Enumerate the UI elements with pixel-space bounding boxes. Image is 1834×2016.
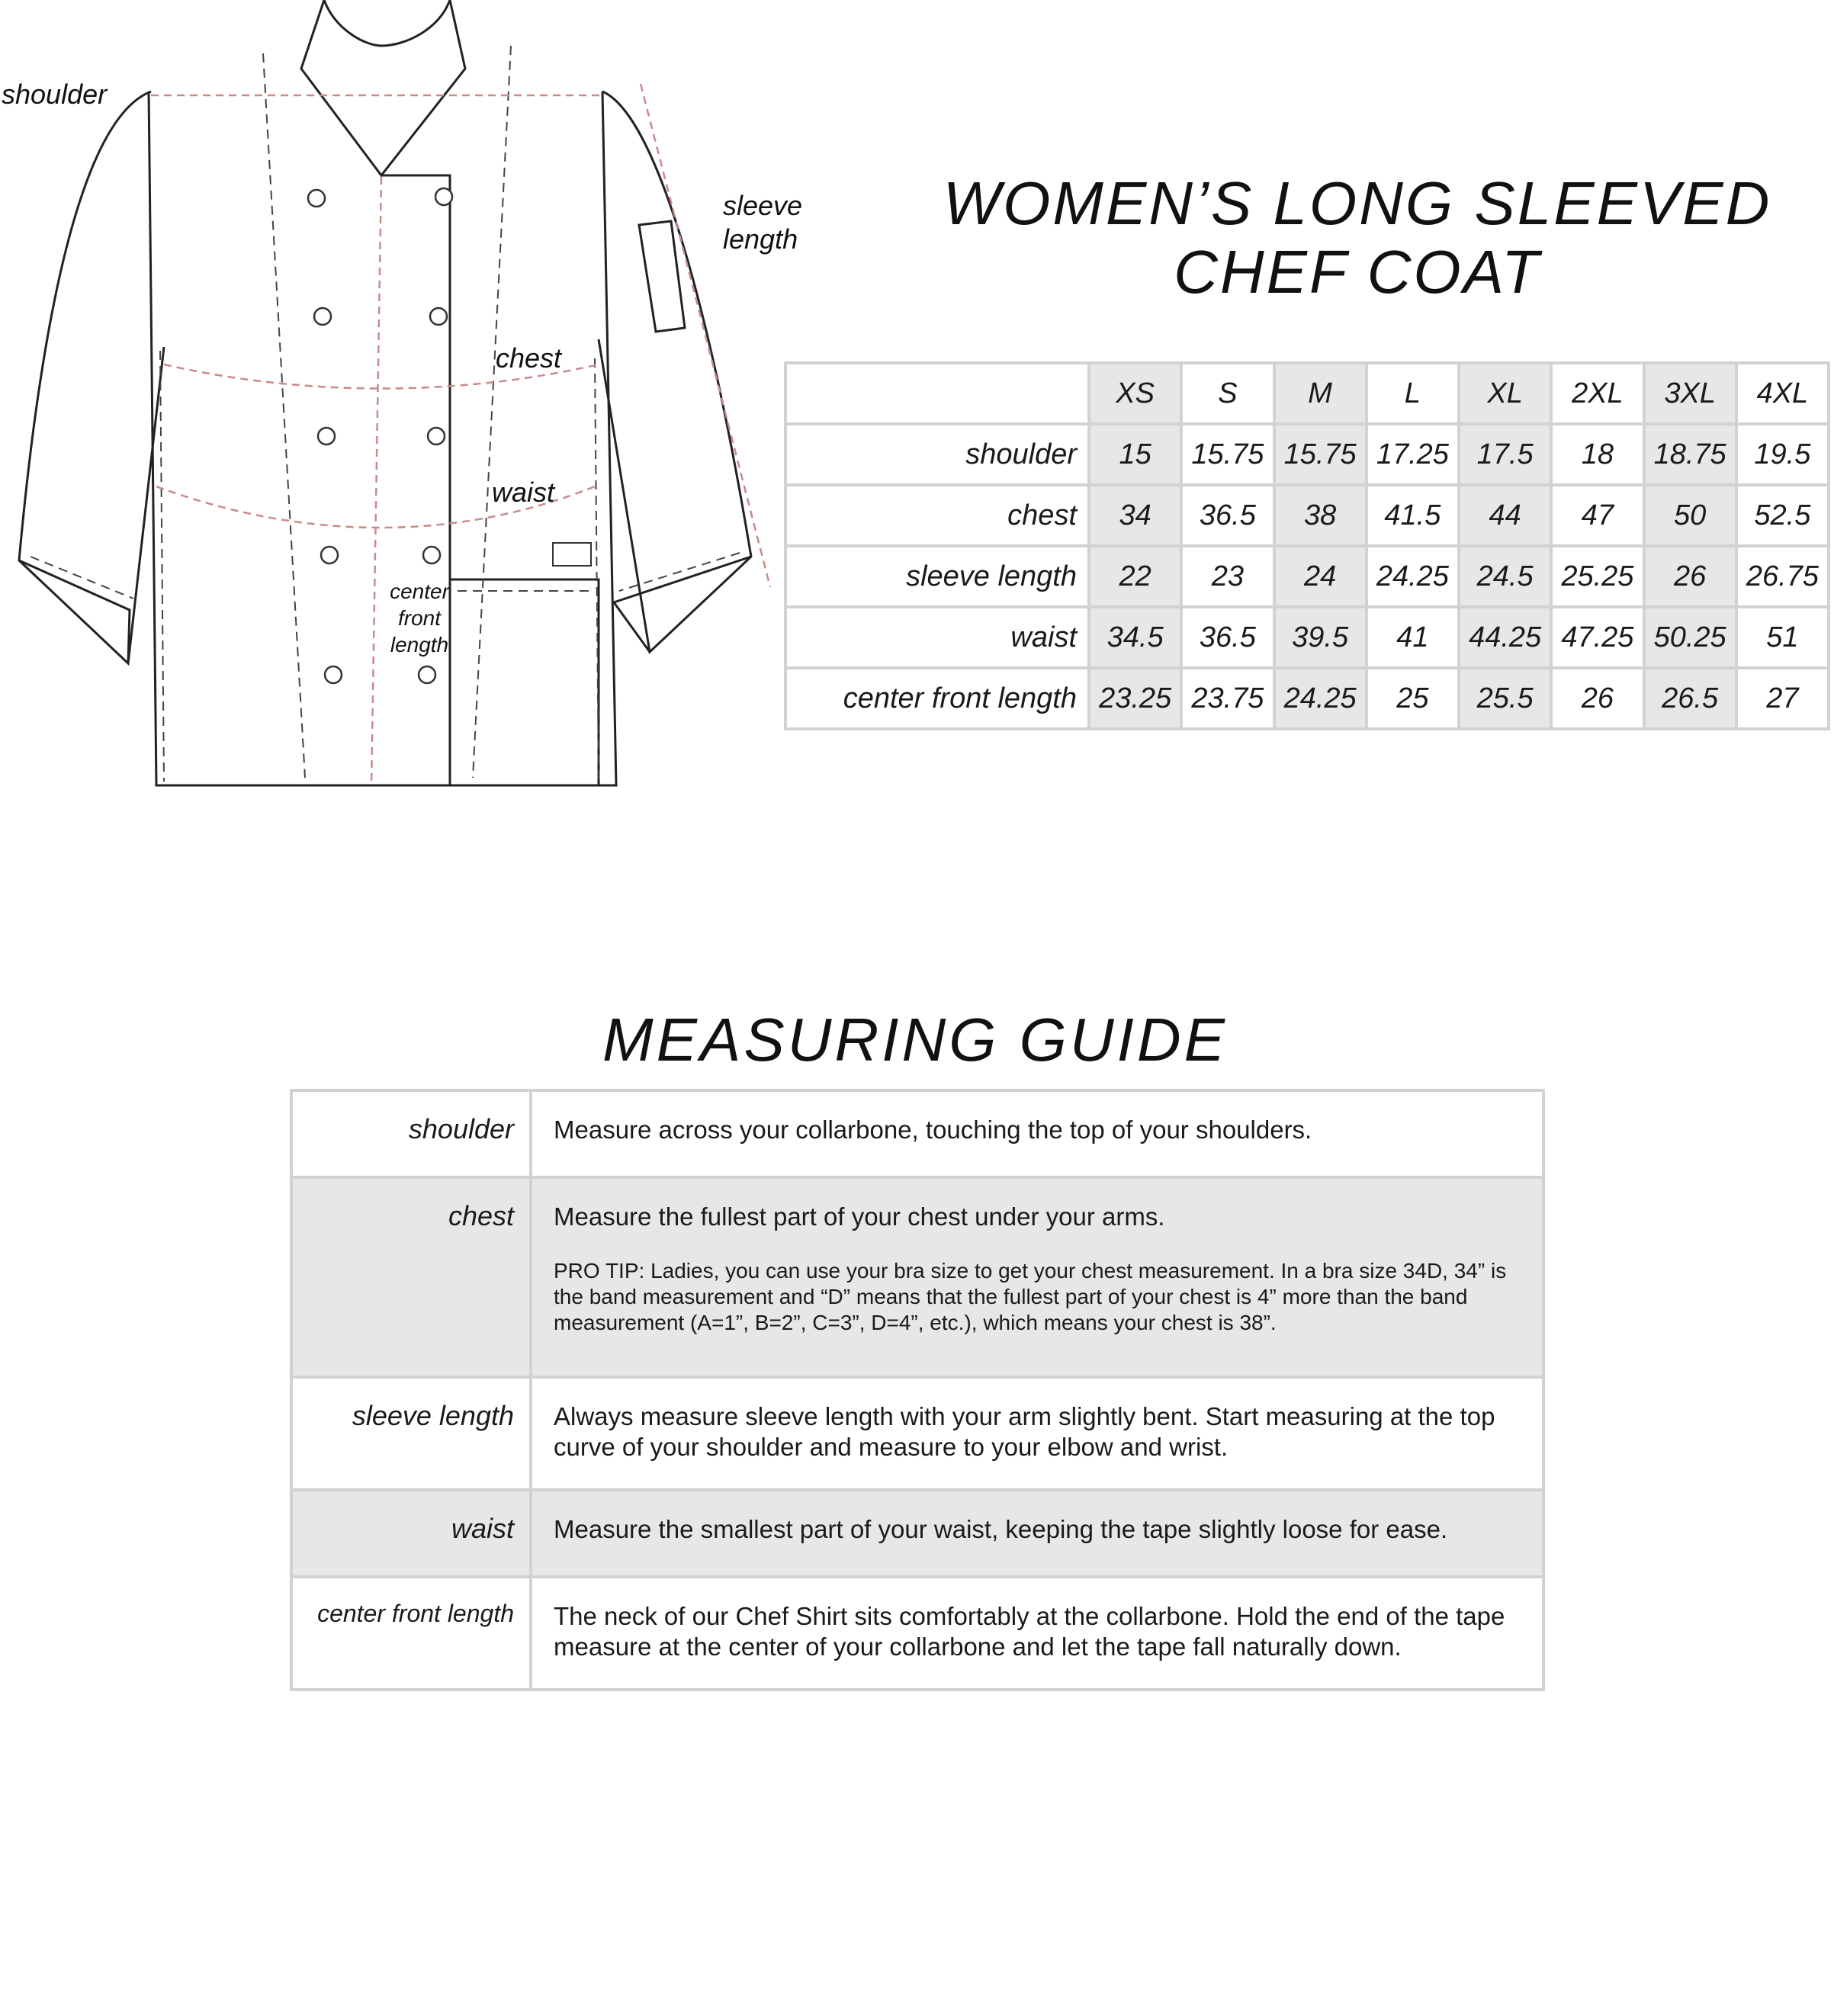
collar-outline [301,0,465,175]
row-label: center front length [785,668,1089,729]
table-cell: 39.5 [1274,607,1367,668]
size-header-xs: XS [1089,363,1181,424]
table-cell: 50.25 [1644,607,1736,668]
table-row [785,546,1829,607]
chef-coat-diagram [0,0,824,801]
guide-row-center-front-length [291,1577,1543,1690]
sleeve-measure-line [641,84,770,587]
table-cell: 34.5 [1089,607,1181,668]
center-label-line3: length [390,633,449,656]
table-cell: 36.5 [1181,485,1274,546]
table-cell: 23.25 [1089,668,1181,729]
size-header-2xl: 2XL [1551,363,1643,424]
table-cell: 44 [1459,485,1551,546]
table-cell: 41 [1367,607,1459,668]
measuring-guide-table [290,1089,1545,1691]
table-cell: 18 [1551,424,1643,485]
table-cell: 26.5 [1644,668,1736,729]
guide-row-sleeve-length [291,1377,1543,1490]
table-cell: 22 [1089,546,1181,607]
table-cell: 25 [1367,668,1459,729]
table-cell: 18.75 [1644,424,1736,485]
table-cell: 25.5 [1459,668,1551,729]
size-header-3xl: 3XL [1644,363,1736,424]
guide-text: The neck of our Chef Shirt sits comfortably at the collarbone. Hold the end of the tape measure at the center of your collarbone and let the tape fall naturally down. [531,1577,1543,1690]
table-cell: 26.75 [1736,546,1829,607]
guide-label: sleeve length [291,1377,531,1490]
table-cell: 23.75 [1181,668,1274,729]
size-header-s: S [1181,363,1274,424]
table-row [785,668,1829,729]
table-row [785,607,1829,668]
measuring-guide-title: MEASURING GUIDE [602,1006,1229,1074]
size-header-m: M [1274,363,1367,424]
right-sleeve-outline [599,91,751,652]
size-header-xl: XL [1459,363,1551,424]
table-cell: 44.25 [1459,607,1551,668]
table-cell: 15.75 [1181,424,1274,485]
guide-text: Measure the fullest part of your chest under your arms. [554,1202,1165,1231]
size-header-4xl: 4XL [1736,363,1829,424]
row-label: sleeve length [785,546,1089,607]
guide-text: Measure the smallest part of your waist, keeping the tape slightly loose for ease. [531,1490,1543,1577]
left-sleeve-outline [19,91,164,663]
pro-tip-text: PRO TIP: Ladies, you can use your bra size to get your chest measurement. In a bra size 34D, 34” is the band measurement and “D” means that the fullest part of your chest is 4” more than the band measurement (A=1”, B=2”, C=3”, D=4”, etc.), which means your chest is 38”. [554,1259,1507,1334]
front-placket [381,175,450,785]
sleeve-pocket [639,221,685,332]
center-label-line1: center [390,579,449,603]
sleeve-length-label [723,189,802,256]
center-measure-line [371,177,381,785]
table-cell: 23 [1181,546,1274,607]
guide-label: chest [291,1177,531,1377]
guide-row-chest [291,1177,1543,1377]
center-front-length-label [385,578,454,658]
guide-row-shoulder [291,1090,1543,1177]
size-header-l: L [1367,363,1459,424]
guide-label: waist [291,1490,531,1577]
guide-row-waist [291,1490,1543,1577]
chef-coat-illustration [0,0,824,801]
shoulder-label: shoulder [2,79,108,110]
row-label: chest [785,485,1089,546]
table-cell: 51 [1736,607,1829,668]
table-cell: 47 [1551,485,1643,546]
table-cell: 17.25 [1367,424,1459,485]
table-cell: 36.5 [1181,607,1274,668]
sleeve-length-label-line2: length [723,223,798,255]
guide-label: shoulder [291,1090,531,1177]
title-line-2: CHEF COAT [1174,238,1541,306]
table-cell: 25.25 [1551,546,1643,607]
table-cell: 24.25 [1274,668,1367,729]
measurement-lines [151,84,770,785]
coat-body-outline [149,91,616,785]
table-cell: 17.5 [1459,424,1551,485]
table-cell: 24.5 [1459,546,1551,607]
table-cell: 26 [1644,546,1736,607]
table-cell: 50 [1644,485,1736,546]
row-label: waist [785,607,1089,668]
coat-tag [553,543,591,566]
table-cell: 15 [1089,424,1181,485]
guide-text-cell [531,1177,1543,1377]
size-chart-table [784,361,1830,730]
table-cell: 24 [1274,546,1367,607]
chest-label: chest [496,342,562,374]
guide-text: Always measure sleeve length with your arm slightly bent. Start measuring at the top curve of your shoulder and measure to your elbow and wrist. [531,1377,1543,1490]
table-cell: 38 [1274,485,1367,546]
size-header-blank [785,363,1089,424]
row-label: shoulder [785,424,1089,485]
guide-label: center front length [291,1577,531,1690]
table-cell: 47.25 [1551,607,1643,668]
table-cell: 26 [1551,668,1643,729]
table-cell: 15.75 [1274,424,1367,485]
table-cell: 19.5 [1736,424,1829,485]
table-cell: 27 [1736,668,1829,729]
table-cell: 34 [1089,485,1181,546]
table-cell: 24.25 [1367,546,1459,607]
table-row [785,424,1829,485]
waist-label: waist [492,477,555,508]
title-line-1: WOMEN’S LONG SLEEVED [943,169,1772,237]
table-row [785,485,1829,546]
page-title [885,169,1830,307]
guide-text: Measure across your collarbone, touching the top of your shoulders. [531,1090,1543,1177]
center-label-line2: front [397,606,442,630]
size-header-row [785,363,1829,424]
pocket-outline [450,579,599,785]
table-cell: 52.5 [1736,485,1829,546]
sleeve-length-label-line1: sleeve [723,190,803,221]
table-cell: 41.5 [1367,485,1459,546]
